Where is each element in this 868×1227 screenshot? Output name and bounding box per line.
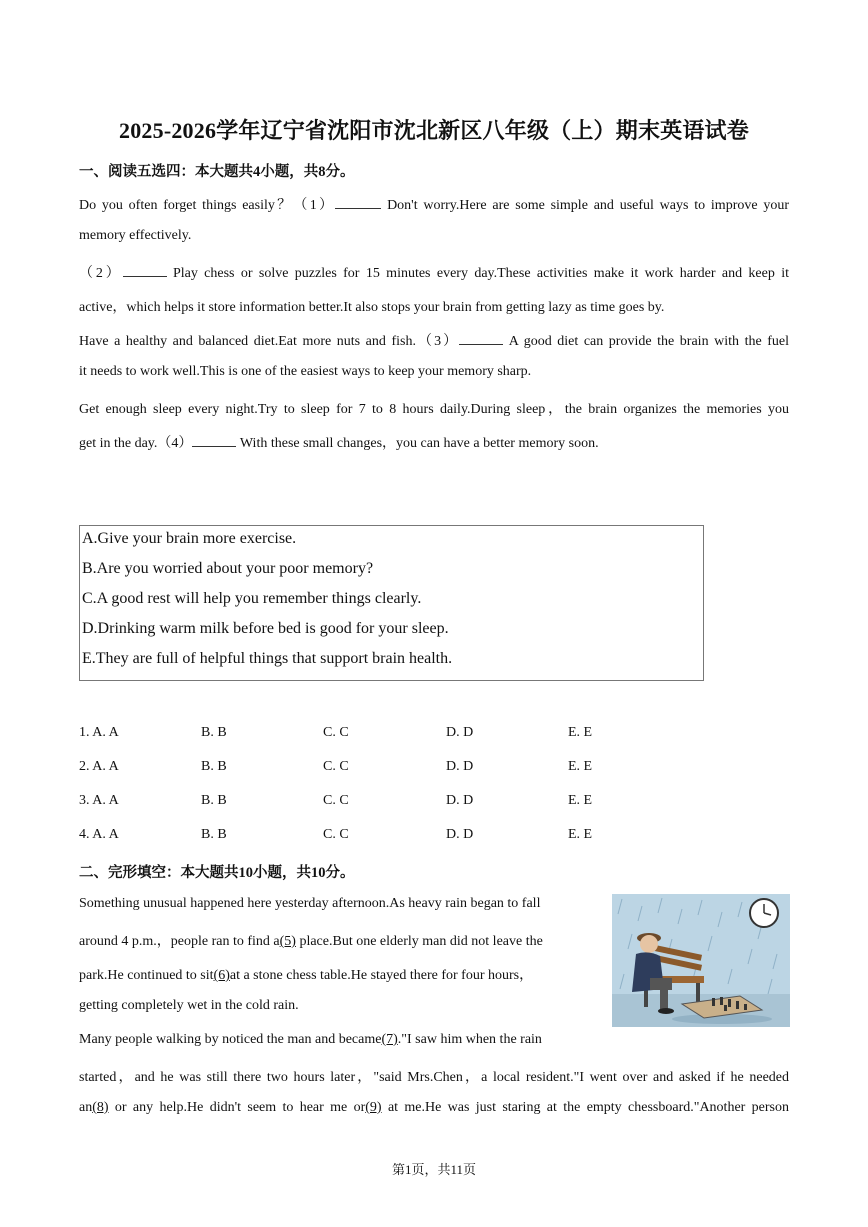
- choice-e[interactable]: E. E: [568, 827, 593, 842]
- choice-a[interactable]: 1. A. A: [79, 725, 119, 740]
- passage-line: active，which helps it store information better.It also stops your brain from getting lazy as time goes by.: [79, 300, 665, 315]
- choice-e[interactable]: E. E: [568, 725, 593, 740]
- passage-line: Have a healthy and balanced diet.Eat more nuts and fish.（3） A good diet can provide the brain with the fuel: [79, 334, 790, 349]
- passage-line: Do you often forget things easily？（1） Don't worry.Here are some simple and useful ways to improve your: [79, 198, 790, 213]
- passage-line: get in the day.（4） With these small changes，you can have a better memory soon.: [79, 436, 599, 451]
- choice-a[interactable]: 2. A. A: [79, 759, 119, 774]
- blank-3: [459, 332, 503, 345]
- option-d: D.Drinking warm milk before bed is good for your sleep.: [82, 620, 449, 637]
- page-title: 2025-2026学年辽宁省沈阳市沈北新区八年级（上）期末英语试卷: [119, 118, 749, 143]
- choice-a[interactable]: 3. A. A: [79, 793, 119, 808]
- choice-e[interactable]: E. E: [568, 759, 593, 774]
- option-b: B.Are you worried about your poor memory?: [82, 560, 374, 577]
- option-c: C.A good rest will help you remember things clearly.: [82, 590, 422, 607]
- passage-line: Something unusual happened here yesterday afternoon.As heavy rain began to fall: [79, 896, 541, 911]
- choice-c[interactable]: C. C: [323, 793, 349, 808]
- choice-d[interactable]: D. D: [446, 827, 474, 842]
- choice-d[interactable]: D. D: [446, 759, 474, 774]
- passage-line: getting completely wet in the cold rain.: [79, 998, 299, 1013]
- option-e: E.They are full of helpful things that support brain health.: [82, 650, 453, 667]
- page-footer: 第1页，共11页: [391, 1162, 477, 1177]
- passage-line: an(8) or any help.He didn't seem to hear me or(9) at me.He was just staring at the empty chessboard."Another person: [79, 1100, 789, 1115]
- section1-heading: 一、阅读五选四：本大题共4小题，共8分。: [79, 164, 355, 180]
- passage-line: park.He continued to sit(6)at a stone chess table.He stayed there for four hours，: [79, 968, 534, 983]
- rainy-park-illustration: [612, 894, 790, 1027]
- passage-line: （2） Play chess or solve puzzles for 15 minutes every day.These activities make it work harder and keep it: [79, 266, 789, 281]
- choice-b[interactable]: B. B: [201, 725, 227, 740]
- passage-line: it needs to work well.This is one of the easiest ways to keep your memory sharp.: [79, 364, 532, 379]
- passage-line: around 4 p.m.，people ran to find a(5) place.But one elderly man did not leave the: [79, 934, 543, 949]
- choice-b[interactable]: B. B: [201, 759, 227, 774]
- choice-b[interactable]: B. B: [201, 793, 227, 808]
- choice-d[interactable]: D. D: [446, 793, 474, 808]
- option-a: A.Give your brain more exercise.: [82, 530, 297, 547]
- section2-heading: 二、完形填空：本大题共10小题，共10分。: [79, 865, 355, 881]
- blank-1: [335, 196, 381, 209]
- choice-b[interactable]: B. B: [201, 827, 227, 842]
- choice-d[interactable]: D. D: [446, 725, 474, 740]
- blank-4: [192, 434, 236, 447]
- options-box: [79, 525, 704, 681]
- blank-2: [123, 264, 167, 277]
- choice-c[interactable]: C. C: [323, 725, 349, 740]
- choice-c[interactable]: C. C: [323, 827, 349, 842]
- passage-line: Get enough sleep every night.Try to sleep for 7 to 8 hours daily.During sleep，the brain organizes the memories you: [79, 402, 789, 417]
- choice-a[interactable]: 4. A. A: [79, 827, 119, 842]
- passage-line: Many people walking by noticed the man and became(7)."I saw him when the rain: [79, 1032, 542, 1047]
- passage-line: started，and he was still there two hours later，"said Mrs.Chen，a local resident."I went over and asked if he needed: [79, 1070, 789, 1085]
- choice-c[interactable]: C. C: [323, 759, 349, 774]
- choice-e[interactable]: E. E: [568, 793, 593, 808]
- passage-line: memory effectively.: [79, 228, 192, 243]
